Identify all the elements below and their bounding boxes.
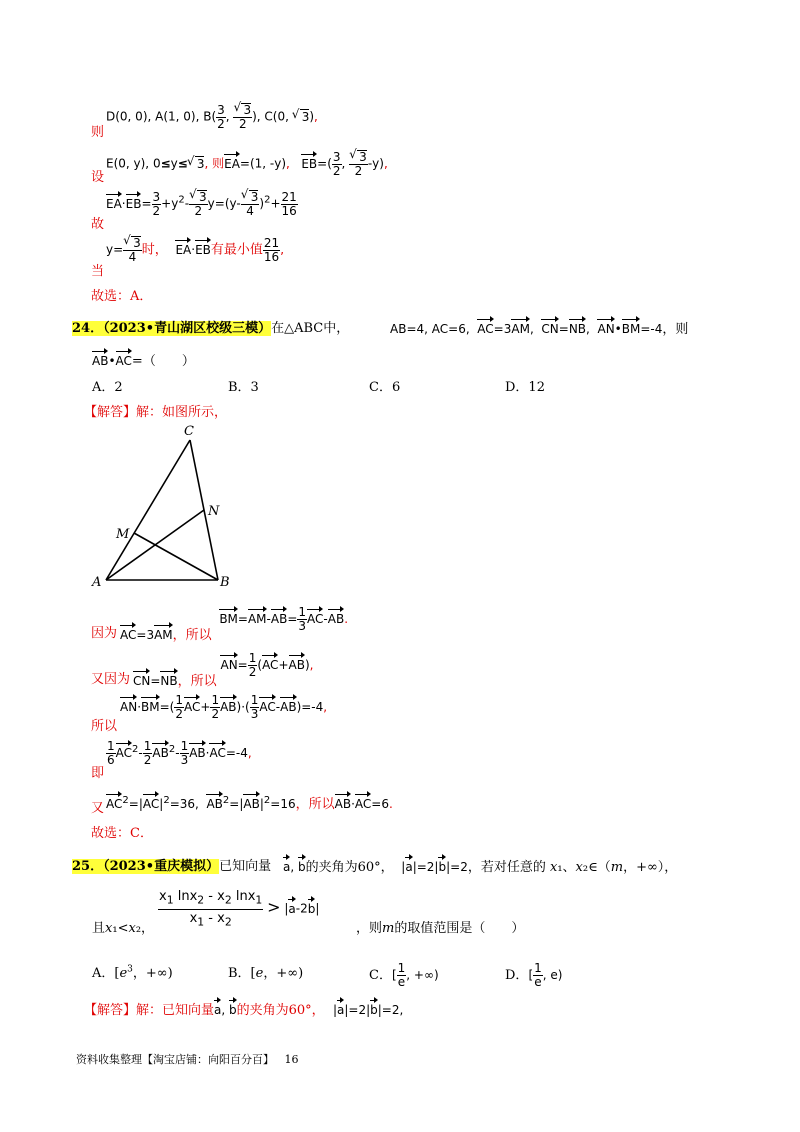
prev-line4-math: y= √ $\frac{3}{4}$ 时， EA·EB有最小值 $\frac{21}{16}$ , — [106, 236, 284, 264]
prev-line3-math: EA·EB= $\frac{3}{2}$ $+y^2-$ √ $\frac{3}{2}$ y=(y- √ $\frac{3}{4}$ )$^2$+ $\frac{21}{16}$ — [106, 190, 298, 218]
q24-stem-pre: 在△ABC中， — [271, 321, 350, 336]
footer-text: 资料收集整理【淘宝店铺：向阳百分百】 — [76, 1053, 274, 1066]
q24-stem-math: AB=4, AC=6, AC=3AM, CN=NB, AN•BM=-4，则 — [390, 322, 689, 337]
q25-line2-math: $\frac{x_1 \ln x_2 - x_2 \ln x_1}{x_1 - x_2}$ > |a-2b| — [159, 889, 320, 929]
prev-line1-prefix: 则 — [91, 125, 105, 140]
q24-s2-pre: 又因为 — [91, 672, 131, 687]
q25-solution-head: 【解答】解：已知向量 — [84, 1003, 215, 1018]
q25-solution: 【解答】解：已知向量a, b的夹角为60°， |a|=2|b|=2, — [84, 1003, 404, 1018]
q24-option-b: B．3 — [228, 380, 259, 395]
prev-line4-prefix: 当 — [91, 264, 105, 279]
q24-s1-pre: 因为 — [91, 626, 118, 641]
q25-line2-pre: 且x₁<x₂， — [92, 921, 155, 936]
label-c: C — [184, 424, 194, 439]
q24-s1-math: AC=3AM，所以 BM=AM-AB= $\frac{1}{3}$ AC-AB. — [120, 605, 349, 643]
q24-stem-line2: AB•AC=（ ） — [92, 354, 195, 369]
q24-option-d: D．12 — [505, 380, 545, 395]
q24-s4-math: $\frac{1}{6}$ $AC^2-$ $\frac{1}{2}$ $AB^2-$ $\frac{1}{3}$ AB·AC=-4, — [107, 739, 252, 767]
prev-line3-prefix: 故 — [91, 217, 105, 232]
prev-line4-mid2: 有最小值 — [210, 242, 263, 258]
footer — [76, 1051, 299, 1067]
q24-source: （2023•青山湖区校级三模） — [103, 321, 272, 336]
q24-s5-pre: 又 — [91, 801, 105, 816]
q24-s4-pre: 即 — [91, 766, 105, 781]
label-b: B — [220, 575, 230, 590]
q24-header — [72, 317, 349, 336]
q25-stem-a: 已知向量 — [219, 859, 272, 874]
q24-option-c: C．6 — [369, 380, 401, 395]
label-m: M — [116, 527, 130, 542]
q25-line2-post: ，则m的取值范围是（ ） — [356, 921, 525, 936]
q24-s3-pre: 所以 — [91, 719, 118, 734]
q24-s2-math: CN=NB，所以 AN= $\frac{1}{2}$ (AC+AB), — [133, 651, 314, 689]
q25-header — [72, 855, 271, 874]
q25-stem-b: 的夹角为60°， — [305, 860, 394, 875]
q25-source: （2023•重庆模拟） — [103, 859, 220, 874]
label-a: A — [92, 575, 102, 590]
page-number: 16 — [284, 1053, 299, 1066]
q25-option-a: A．[$e^3$，+∞) — [92, 964, 173, 981]
q25-option-b: B．[e，+∞) — [228, 966, 304, 981]
prev-answer: 故选：A． — [91, 289, 153, 304]
q25-option-d: D．[ $\frac{1}{e}$ , e) — [505, 961, 563, 989]
q24-number: 24． — [72, 321, 104, 336]
q25-stem-vectors: a, b的夹角为60°， |a|=2|b|=2，若对任意的 x₁、x₂∈（m，+∞）， — [283, 860, 678, 875]
label-n: N — [208, 504, 220, 519]
q25-number: 25． — [72, 859, 104, 874]
q24-answer: 故选：C． — [91, 826, 153, 841]
q25-option-c: C．[ $\frac{1}{e}$ , +∞) — [369, 961, 439, 989]
prev-line2-mid: 则 — [212, 156, 225, 171]
triangle-figure — [88, 420, 248, 595]
prev-line4-mid1: 时， — [141, 242, 168, 258]
q24-solution-head: 【解答】解：如图所示， — [84, 405, 228, 420]
prev-line1-math: D(0, 0), A(1, 0), B( $\frac{3}{2}$ , √ $\frac{3}{2}$ ), C(0, √ 3), — [106, 103, 318, 131]
q25-solution-b: 的夹角为60°， — [236, 1003, 325, 1018]
prev-line2-math: E(0, y), 0≤y≤√ 3, 则EA=(1, -y), EB=( $\frac{3}{2}$ , √ $\frac{3}{2}$ -y), — [106, 150, 388, 178]
q24-option-a: A．2 — [92, 380, 123, 395]
prev-line2-prefix: 设 — [91, 170, 105, 185]
q24-s3-math: AN·BM=( $\frac{1}{2}$ AC+ $\frac{1}{2}$ AB)·( $\frac{1}{3}$ AC-AB)=-4, — [120, 693, 328, 721]
q24-s5-math: $AC^2=|AC|^2=36$, $AB^2=|AB|^2=16$，所以AB·AC=6. — [106, 795, 393, 812]
